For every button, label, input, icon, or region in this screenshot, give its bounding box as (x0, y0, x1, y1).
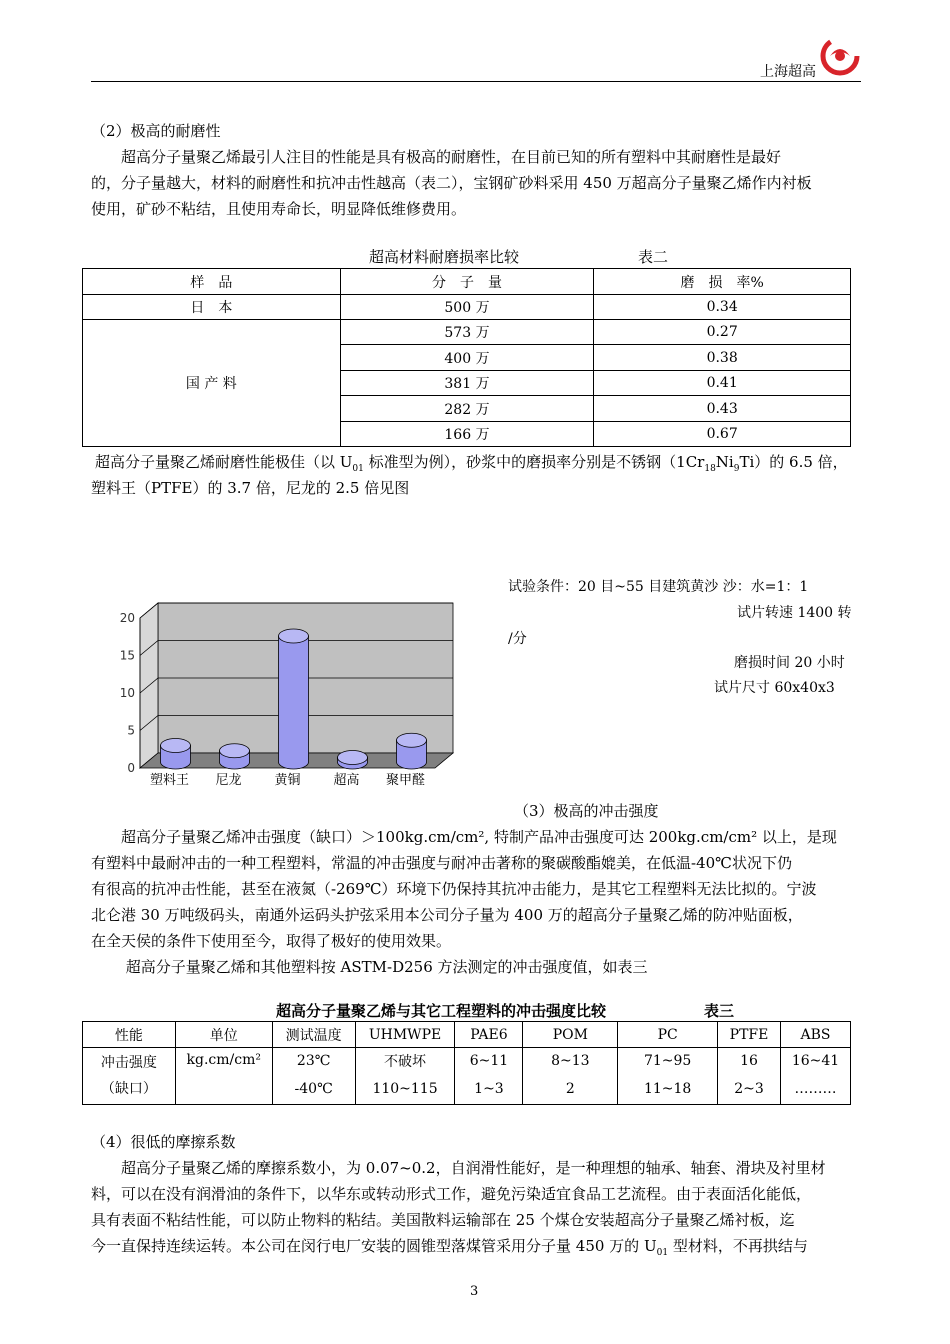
column-header: PTFE (718, 1022, 781, 1048)
table3-caption: 超高分子量聚乙烯与其它工程塑料的冲击强度比较 (276, 1002, 607, 1020)
table-header-row (83, 269, 851, 295)
value-cell: 2 (523, 1074, 618, 1105)
para-line: 有塑料中最耐冲击的一种工程塑料，常温的冲击强度与耐冲击著称的聚碳酸酯媲美，在低温-40℃状况下仍 (91, 854, 792, 872)
text-run: Ni (715, 453, 734, 471)
para-line: 有很高的抗冲击性能，甚至在液氮（-269℃）环境下仍保持其抗冲击能力，是其它工程塑料无法比拟的。宁波 (91, 880, 817, 898)
impact-strength-table (82, 1021, 851, 1105)
x-tick-label: 黄铜 (274, 773, 301, 788)
wear-chart (110, 596, 470, 792)
column-header: 磨 损 率% (594, 269, 851, 295)
text-run: Ti）的 6.5 倍， (739, 453, 848, 471)
x-tick-label: 尼龙 (215, 773, 242, 788)
molecular-weight-cell: 282 万 (340, 396, 594, 422)
text-run: 超高分子量聚乙烯耐磨性能极佳（以 U (95, 453, 353, 471)
bar-尼龙 (220, 744, 250, 769)
para-line: 料，可以在没有润滑油的条件下，以华东或转动形式工作，避免污染适宜食品工艺流程。由于表面活化能低， (91, 1185, 812, 1203)
bar-塑料王 (161, 739, 191, 770)
section-3-heading: （3）极高的冲击强度 (514, 802, 659, 820)
para-line: 超高分子量聚乙烯冲击强度（缺口）＞100kg.cm/cm², 特制产品冲击强度可达 200kg.cm/cm² 以上，是现 (91, 828, 837, 846)
value-cell: 6~11 (455, 1048, 523, 1074)
value-cell: ……… (780, 1074, 850, 1105)
column-header: 样 品 (83, 269, 341, 295)
table2-label: 表二 (638, 248, 669, 266)
value-cell: 71~95 (618, 1048, 718, 1074)
value-cell: 不破坏 (355, 1048, 455, 1074)
bar-top (279, 629, 309, 643)
x-tick-label: 聚甲醛 (385, 773, 426, 788)
test-condition: 试片转速 1400 转 (737, 605, 852, 621)
bar-黄铜 (279, 629, 309, 769)
bar-top (397, 733, 427, 747)
para-line: 使用，矿砂不粘结，且使用寿命长，明显降低维修费用。 (91, 200, 467, 218)
property-label: 冲击强度 (100, 1055, 157, 1071)
column-header: POM (523, 1022, 618, 1048)
value-cell: 8~13 (523, 1048, 618, 1074)
property-label: （缺口） (100, 1081, 157, 1097)
x-tick-label: 超高 (333, 773, 360, 788)
subscript: 01 (656, 1248, 669, 1258)
wear-rate-cell: 0.34 (594, 295, 851, 320)
bar-top (338, 751, 368, 765)
value-cell: 16~41 (780, 1048, 850, 1074)
column-header: UHMWPE (355, 1022, 455, 1048)
test-condition: /分 (508, 631, 527, 647)
test-condition: 磨损时间 20 小时 (734, 655, 845, 671)
y-tick-label: 0 (127, 761, 135, 775)
wear-rate-cell: 0.27 (594, 320, 851, 345)
column-header: PAE6 (455, 1022, 523, 1048)
wear-rate-cell: 0.43 (594, 396, 851, 422)
y-tick-label: 5 (127, 723, 135, 738)
section-2-heading: （2）极高的耐磨性 (91, 122, 221, 140)
property-cell (83, 1048, 176, 1105)
page-number: 3 (470, 1284, 479, 1299)
para-line: 超高分子量聚乙烯最引人注目的性能是具有极高的耐磨性，在目前已知的所有塑料中其耐磨性是最好 (91, 148, 782, 166)
test-condition: 试片尺寸 60x40x3 (714, 680, 835, 696)
molecular-weight-cell: 500 万 (340, 295, 594, 320)
subscript: 01 (352, 464, 364, 474)
bar-body (279, 636, 309, 769)
bar-聚甲醛 (397, 733, 427, 769)
column-header: ABS (780, 1022, 850, 1048)
para-line: 超高分子量聚乙烯和其他塑料按 ASTM-D256 方法测定的冲击强度值，如表三 (91, 958, 648, 976)
bar-top (220, 744, 250, 758)
column-header: 性能 (83, 1022, 176, 1048)
molecular-weight-cell: 381 万 (340, 371, 594, 396)
table-row (83, 295, 851, 320)
molecular-weight-cell: 166 万 (340, 422, 594, 447)
table-row (83, 1048, 851, 1074)
y-tick-label: 20 (119, 611, 135, 625)
column-header: PC (618, 1022, 718, 1048)
temperature-cell: -40℃ (272, 1074, 355, 1105)
para-line: 的，分子量越大，材料的耐磨性和抗冲击性越高（表二），宝钢矿砂料采用 450 万超高分子量聚乙烯作内衬板 (91, 174, 812, 192)
wear-rate-table (82, 268, 851, 447)
para-line: 超高分子量聚乙烯的摩擦系数小，为 0.07~0.2，自润滑性能好，是一种理想的轴承、轴套、滑块及衬里材 (91, 1159, 826, 1177)
value-cell: 1~3 (455, 1074, 523, 1105)
text-run: 标准型为例），砂浆中的磨损率分别是不锈钢（1Cr (363, 453, 705, 471)
section-2-paragraph (91, 144, 871, 222)
para-line: 具有表面不粘结性能，可以防止物料的粘结。美国散料运输部在 25 个煤仓安装超高分子量聚乙烯衬板，迄 (91, 1211, 795, 1229)
value-cell: 16 (718, 1048, 781, 1074)
table2-caption: 超高材料耐磨损率比较 (369, 248, 520, 266)
y-tick-label: 15 (119, 648, 135, 663)
unit-cell: kg.cm/cm² (175, 1048, 272, 1105)
wear-rate-cell: 0.41 (594, 371, 851, 396)
y-tick-label: 10 (119, 686, 135, 700)
temperature-cell: 23℃ (272, 1048, 355, 1074)
subscript: 9 (733, 464, 740, 474)
molecular-weight-cell: 573 万 (340, 320, 594, 345)
molecular-weight-cell: 400 万 (340, 345, 594, 371)
value-cell: 110~115 (355, 1074, 455, 1105)
brand-name: 上海超高 (760, 64, 816, 80)
company-logo-icon (820, 36, 860, 76)
column-header: 分 子 量 (340, 269, 594, 295)
sample-cell: 国 产 料 (83, 320, 341, 447)
bar-超高 (338, 751, 368, 770)
table-header-row (83, 1022, 851, 1048)
text-run: 今一直保持连续运转。本公司在闵行电厂安装的圆锥型落煤管采用分子量 450 万的 U (91, 1237, 657, 1255)
bar-top (161, 739, 191, 753)
section-3-paragraph (91, 824, 871, 980)
header-rule (91, 81, 861, 82)
value-cell: 2~3 (718, 1074, 781, 1105)
para-line: 在全天侯的条件下使用至今，取得了极好的使用效果。 (91, 932, 452, 950)
wear-rate-cell: 0.67 (594, 422, 851, 447)
section-4-heading: （4）很低的摩擦系数 (91, 1133, 236, 1151)
table3-label: 表三 (704, 1002, 735, 1020)
para-line (91, 1233, 871, 1266)
value-cell: 11~18 (618, 1074, 718, 1105)
wear-rate-cell: 0.38 (594, 345, 851, 371)
x-tick-label: 塑料王 (149, 773, 190, 788)
test-condition: 试验条件：20 目~55 目建筑黄沙 沙：水=1：1 (508, 579, 809, 595)
section-4-paragraph (91, 1155, 871, 1266)
column-header: 测试温度 (272, 1022, 355, 1048)
column-header: 单位 (175, 1022, 272, 1048)
subscript: 18 (704, 464, 716, 474)
para-line: 北仑港 30 万吨级码头，南通外运码头护弦采用本公司分子量为 400 万的超高分子量聚乙烯的防冲贴面板， (91, 906, 803, 924)
text-run: 型材料，不再拱结与 (668, 1237, 808, 1255)
sample-cell: 日 本 (83, 295, 341, 320)
wear-comparison-text-2: 塑料王（PTFE）的 3.7 倍，尼龙的 2.5 倍见图 (91, 479, 410, 497)
table-row (83, 320, 851, 345)
